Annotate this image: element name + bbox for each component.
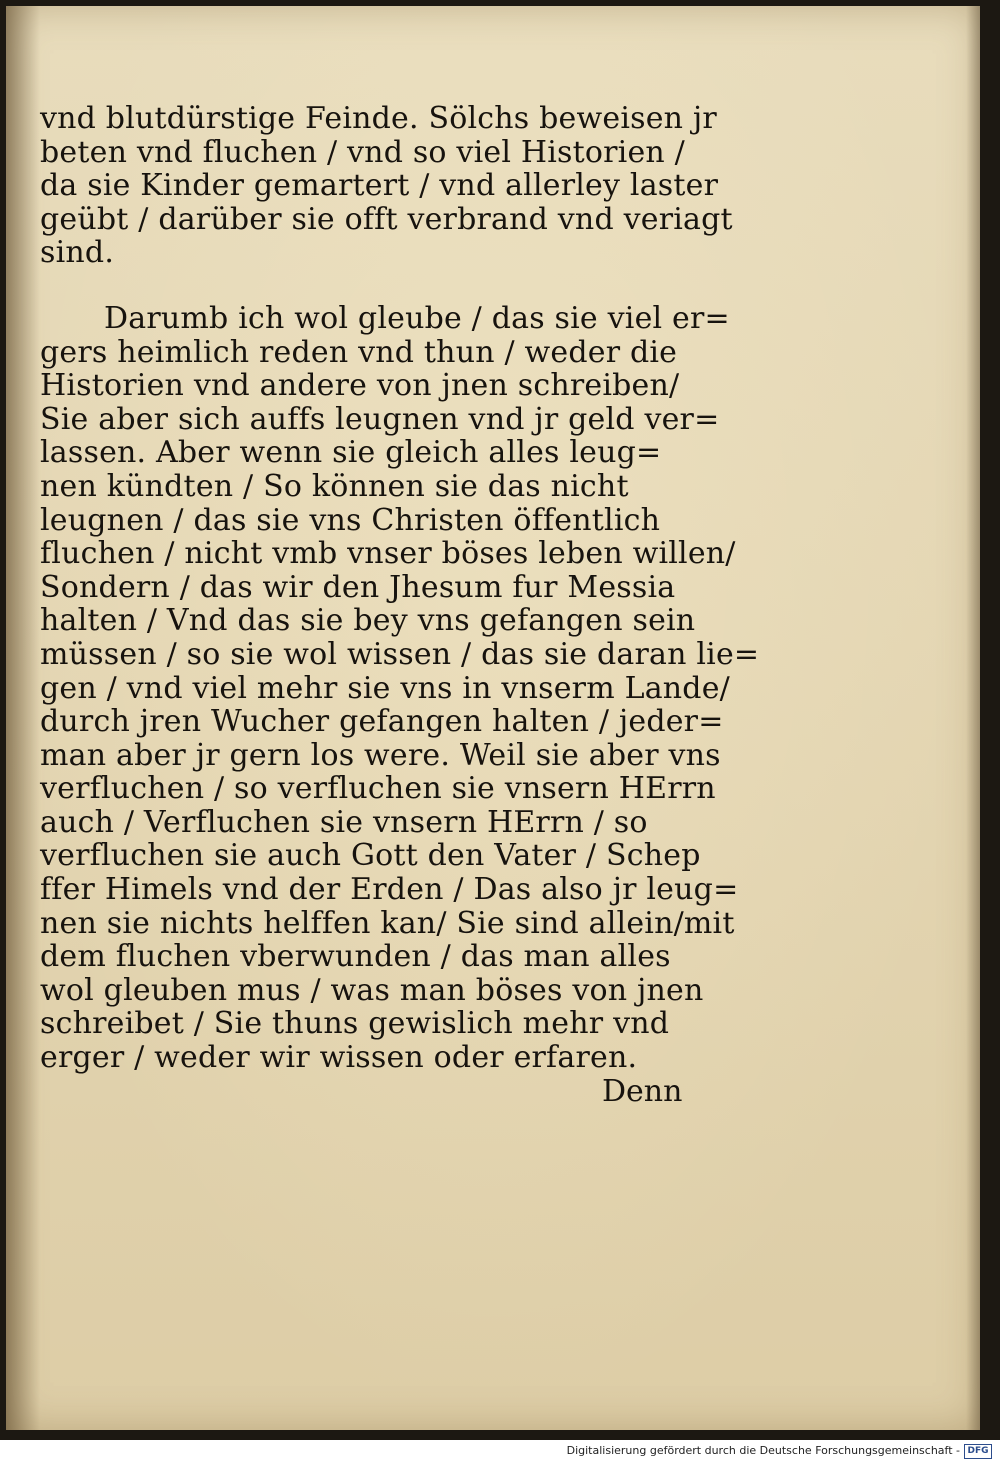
catchword: Denn bbox=[602, 1074, 683, 1109]
text-line: gen / vnd viel mehr sie vns in vnserm Lande/ bbox=[40, 670, 730, 706]
body-text bbox=[40, 101, 760, 1076]
page-sheet bbox=[6, 6, 980, 1430]
text-line: gers heimlich reden vnd thun / weder die bbox=[40, 334, 678, 370]
text-line: fluchen / nicht vmb vnser böses leben willen/ bbox=[40, 536, 736, 572]
text-line: beten vnd fluchen / vnd so viel Historien / bbox=[40, 134, 685, 170]
text-line: schreibet / Sie thuns gewislich mehr vnd bbox=[40, 1006, 670, 1042]
text-line: verfluchen / so verfluchen sie vnsern HErrn bbox=[40, 771, 716, 807]
text-line: Historien vnd andere von jnen schreiben/ bbox=[40, 368, 680, 404]
page-edge-shadow bbox=[966, 6, 980, 1430]
text-line: halten / Vnd das sie bey vns gefangen sein bbox=[40, 603, 696, 639]
text-line: auch / Verfluchen sie vnsern HErrn / so bbox=[40, 804, 648, 840]
footer-bar bbox=[0, 1440, 1000, 1464]
text-line: Sie aber sich auffs leugnen vnd jr geld ver= bbox=[40, 401, 720, 437]
text-line: durch jren Wucher gefangen halten / jeder= bbox=[40, 704, 724, 740]
text-line: nen kündten / So können sie das nicht bbox=[40, 468, 629, 504]
dfg-logo-icon: DFG bbox=[964, 1444, 992, 1459]
text-line: verfluchen sie auch Gott den Vater / Schep bbox=[40, 838, 701, 874]
text-line: Darumb ich wol gleube / das sie viel er= bbox=[104, 300, 730, 336]
text-line: wol gleuben mus / was man böses von jnen bbox=[40, 972, 704, 1008]
funding-notice: Digitalisierung gefördert durch die Deutsche Forschungsgemeinschaft - bbox=[566, 1444, 960, 1457]
text-line: sind. bbox=[40, 235, 115, 271]
text-line: geübt / darüber sie offt verbrand vnd veriagt bbox=[40, 201, 733, 237]
text-line: vnd blutdürstige Feinde. Sölchs beweisen jr bbox=[40, 101, 717, 136]
paragraph-gap bbox=[40, 270, 730, 302]
text-line: müssen / so sie wol wissen / das sie daran lie= bbox=[40, 636, 760, 672]
text-line: lassen. Aber wenn sie gleich alles leug= bbox=[40, 435, 662, 471]
page-gutter-shadow bbox=[6, 6, 40, 1430]
text-line: ffer Himels vnd der Erden / Das also jr leug= bbox=[40, 872, 739, 908]
text-line: da sie Kinder gemartert / vnd allerley laster bbox=[40, 168, 719, 204]
text-line: man aber jr gern los were. Weil sie aber vns bbox=[40, 737, 721, 773]
text-line: nen sie nichts helffen kan/ Sie sind allein/mit bbox=[40, 905, 735, 941]
text-line: erger / weder wir wissen oder erfaren. bbox=[40, 1040, 638, 1076]
text-line: dem fluchen vberwunden / das man alles bbox=[40, 939, 671, 975]
text-line: leugnen / das sie vns Christen öffentlich bbox=[40, 502, 661, 538]
text-line: Sondern / das wir den Jhesum fur Messia bbox=[40, 569, 676, 605]
